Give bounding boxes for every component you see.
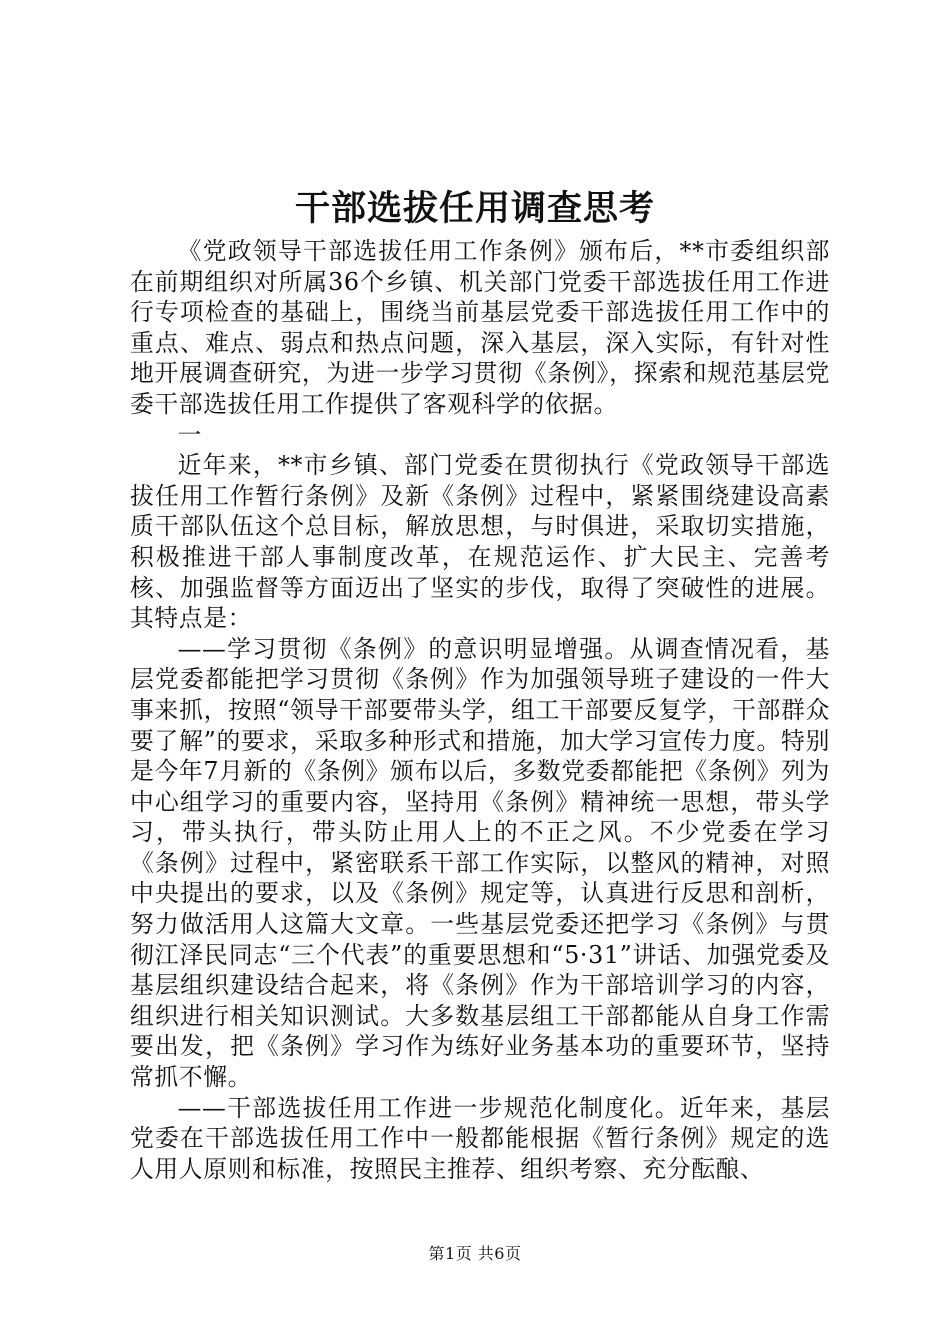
document-title: 干部选拔任用调查思考 <box>294 188 655 229</box>
paragraph-standardization: ——干部选拔任用工作进一步规范化制度化。近年来，基层党委在干部选拔任用工作中一般都能根据《暂行条例》规定的选人用人原则和标准，按照民主推荐、组织考察、充分酝酿、 <box>130 1093 830 1183</box>
document-body <box>130 236 830 1184</box>
paragraph-study-awareness: ——学习贯彻《条例》的意识明显增强。从调查情况看，基层党委都能把学习贯彻《条例》作为加强领导班子建设的一件大事来抓，按照“领导干部要带头学，组工干部要反复学，干部群众要了解”的要求，采取多种形式和措施，加大学习宣传力度。特别是今年7月新的《条例》颁布以后，多数党委都能把《条例》列为中心组学习的重要内容，坚持用《条例》精神统一思想，带头学习，带头执行，带头防止用人上的不正之风。不少党委在学习《条例》过程中，紧密联系干部工作实际，以整风的精神，对照中央提出的要求，以及《条例》规定等，认真进行反思和剖析，努力做活用人这篇大文章。一些基层党委还把学习《条例》与贯彻江泽民同志“三个代表”的重要思想和“5·31”讲话、加强党委及基层组织建设结合起来，将《条例》作为干部培训学习的内容，组织进行相关知识测试。大多数基层组工干部都能从自身工作需要出发，把《条例》学习作为练好业务基本功的重要环节，坚持常抓不懈。 <box>130 634 830 1092</box>
page-number-footer: 第1页 共6页 <box>428 1244 522 1263</box>
section-heading: 一 <box>177 420 202 449</box>
paragraph-intro: 《党政领导干部选拔任用工作条例》颁布后，**市委组织部在前期组织对所属36个乡镇、机关部门党委干部选拔任用工作进行专项检查的基础上，围绕当前基层党委干部选拔任用工作中的重点、难点、弱点和热点问题，深入基层，深入实际，有针对性地开展调查研究，为进一步学习贯彻《条例》，探索和规范基层党委干部选拔任用工作提供了客观科学的依据。 <box>130 237 830 418</box>
paragraph-overview: 近年来，**市乡镇、部门党委在贯彻执行《党政领导干部选拔任用工作暂行条例》及新《条例》过程中，紧紧围绕建设高素质干部队伍这个总目标，解放思想，与时俱进，采取切实措施，积极推进干部人事制度改革，在规范运作、扩大民主、完善考核、加强监督等方面迈出了坚实的步伐，取得了突破性的进展。其特点是： <box>130 451 830 633</box>
